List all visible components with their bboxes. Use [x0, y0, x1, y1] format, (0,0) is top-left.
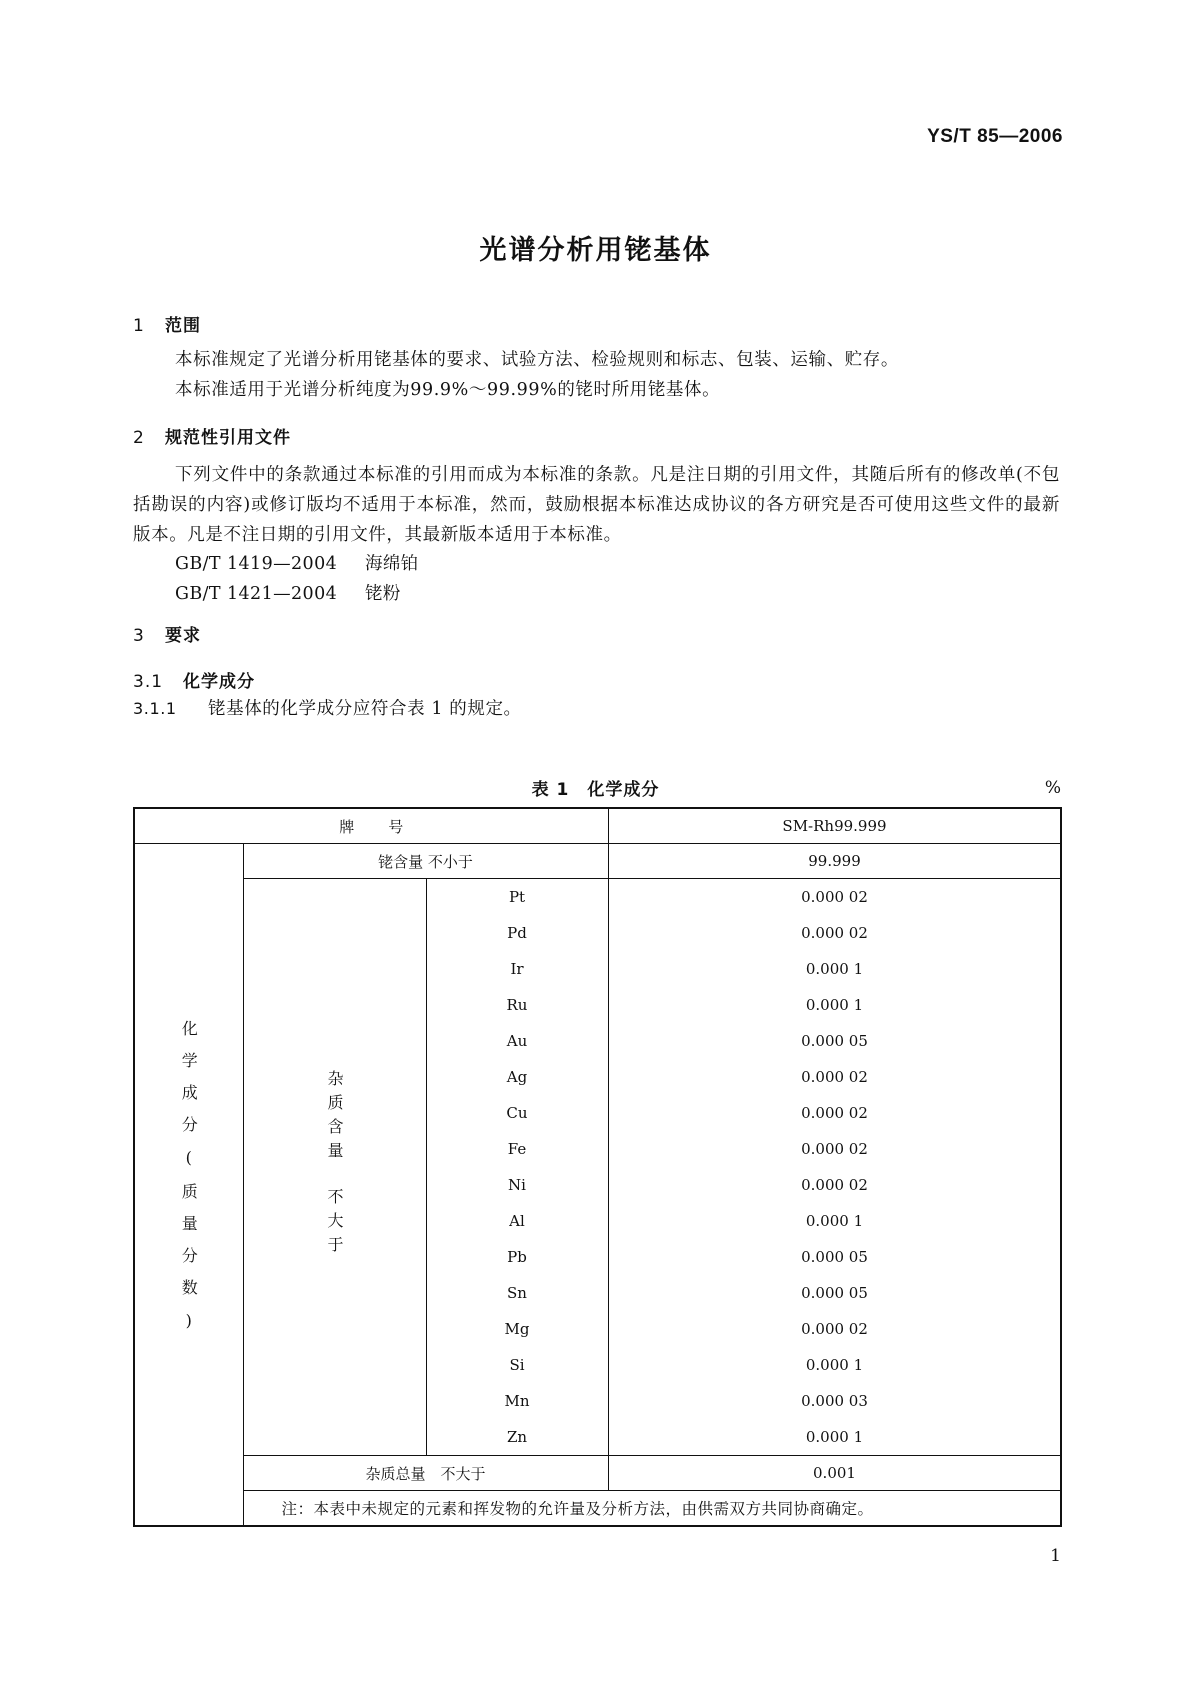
- table-note: 注：本表中未规定的元素和挥发物的允许量及分析方法，由供需双方共同协商确定。: [243, 1491, 1061, 1527]
- table-unit: %: [1044, 778, 1061, 798]
- group-label: 化学成分(质量分数): [179, 1019, 199, 1346]
- value-cell: 0.000 05: [608, 1239, 1061, 1275]
- reference-name: 海绵铂: [365, 554, 419, 574]
- value-cell: 0.000 02: [608, 1311, 1061, 1347]
- value-cell: 0.000 02: [608, 1131, 1061, 1167]
- value-cell: 0.000 1: [608, 1419, 1061, 1456]
- document-title: 光谱分析用铑基体: [479, 235, 712, 266]
- element-cell: Mg: [426, 1311, 608, 1347]
- reference-code: GB/T 1421—2004: [175, 584, 338, 604]
- rh-value-cell: 99.999: [608, 844, 1061, 879]
- impurity-label-bottom: 不大于: [325, 1188, 344, 1260]
- element-cell: Al: [426, 1203, 608, 1239]
- element-cell: Ag: [426, 1059, 608, 1095]
- impurity-label-top: 杂质含量: [325, 1070, 344, 1166]
- element-cell: Sn: [426, 1275, 608, 1311]
- group-label-cell: [134, 844, 243, 1527]
- section-2-paragraph: 下列文件中的条款通过本标准的引用而成为本标准的条款。凡是注日期的引用文件，其随后所有的修改单(不包括勘误的内容)或修订版均不适用于本标准，然而，鼓励根据本标准达成协议的各方研究是否可使用这些文件的最新版本。凡是不注日期的引用文件，其最新版本适用于本标准。: [133, 465, 1060, 545]
- clause-number: 3.1.1: [133, 699, 177, 718]
- table-row: [134, 844, 1061, 879]
- chemical-composition-table: [133, 807, 1062, 1527]
- element-cell: Ni: [426, 1167, 608, 1203]
- brand-label-cell: [134, 808, 608, 844]
- section-title: 化学成分: [183, 672, 255, 692]
- value-cell: 0.000 05: [608, 1023, 1061, 1059]
- page-number: 1: [1050, 1546, 1061, 1566]
- table-row: [134, 879, 1061, 916]
- table-header-row: [134, 808, 1061, 844]
- reference-name: 铑粉: [365, 584, 401, 604]
- brand-label-2: 号: [388, 817, 404, 836]
- section-number: 3: [133, 626, 145, 646]
- element-cell: Ru: [426, 987, 608, 1023]
- element-cell: Au: [426, 1023, 608, 1059]
- reference-item: [175, 550, 419, 575]
- element-cell: Pt: [426, 879, 608, 916]
- section-title: 范围: [165, 316, 201, 336]
- reference-item: [175, 580, 401, 605]
- element-cell: Pd: [426, 915, 608, 951]
- value-cell: 0.000 1: [608, 1203, 1061, 1239]
- clause-text: 铑基体的化学成分应符合表 1 的规定。: [208, 699, 522, 719]
- value-cell: 0.000 02: [608, 879, 1061, 916]
- table-note-row: [134, 1491, 1061, 1527]
- element-cell: Mn: [426, 1383, 608, 1419]
- section-number: 2: [133, 428, 145, 448]
- value-cell: 0.000 1: [608, 987, 1061, 1023]
- section-1-heading: [133, 311, 201, 336]
- table-caption: 表 1 化学成分: [531, 780, 660, 800]
- section-number: 3.1: [133, 672, 164, 692]
- brand-label-1: 牌: [339, 817, 355, 836]
- section-3-heading: [133, 621, 201, 646]
- value-cell: 0.000 05: [608, 1275, 1061, 1311]
- element-cell: Pb: [426, 1239, 608, 1275]
- element-cell: Si: [426, 1347, 608, 1383]
- clause-3-1-1: [133, 695, 522, 720]
- element-cell: Cu: [426, 1095, 608, 1131]
- impurity-label-cell: [243, 879, 426, 1456]
- section-number: 1: [133, 316, 145, 336]
- section-title: 规范性引用文件: [165, 428, 291, 448]
- element-cell: Fe: [426, 1131, 608, 1167]
- total-label-cell: 杂质总量 不大于: [243, 1456, 608, 1491]
- section-1-paragraph-2: 本标准适用于光谱分析纯度为99.9%～99.99%的铑时所用铑基体。: [175, 380, 721, 400]
- brand-value-cell: SM-Rh99.999: [608, 808, 1061, 844]
- value-cell: 0.000 02: [608, 1059, 1061, 1095]
- value-cell: 0.000 02: [608, 915, 1061, 951]
- value-cell: 0.000 1: [608, 951, 1061, 987]
- table-total-row: [134, 1456, 1061, 1491]
- element-cell: Ir: [426, 951, 608, 987]
- section-2-heading: [133, 423, 291, 448]
- value-cell: 0.000 1: [608, 1347, 1061, 1383]
- value-cell: 0.000 02: [608, 1095, 1061, 1131]
- section-1-paragraph-1: 本标准规定了光谱分析用铑基体的要求、试验方法、检验规则和标志、包装、运输、贮存。: [175, 350, 899, 370]
- value-cell: 0.000 02: [608, 1167, 1061, 1203]
- total-value-cell: 0.001: [608, 1456, 1061, 1491]
- section-3-1-heading: [133, 667, 255, 692]
- reference-code: GB/T 1419—2004: [175, 554, 338, 574]
- element-cell: Zn: [426, 1419, 608, 1456]
- rh-label-cell: 铑含量 不小于: [243, 844, 608, 879]
- value-cell: 0.000 03: [608, 1383, 1061, 1419]
- standard-number: YS/T 85—2006: [927, 126, 1063, 147]
- section-title: 要求: [165, 626, 201, 646]
